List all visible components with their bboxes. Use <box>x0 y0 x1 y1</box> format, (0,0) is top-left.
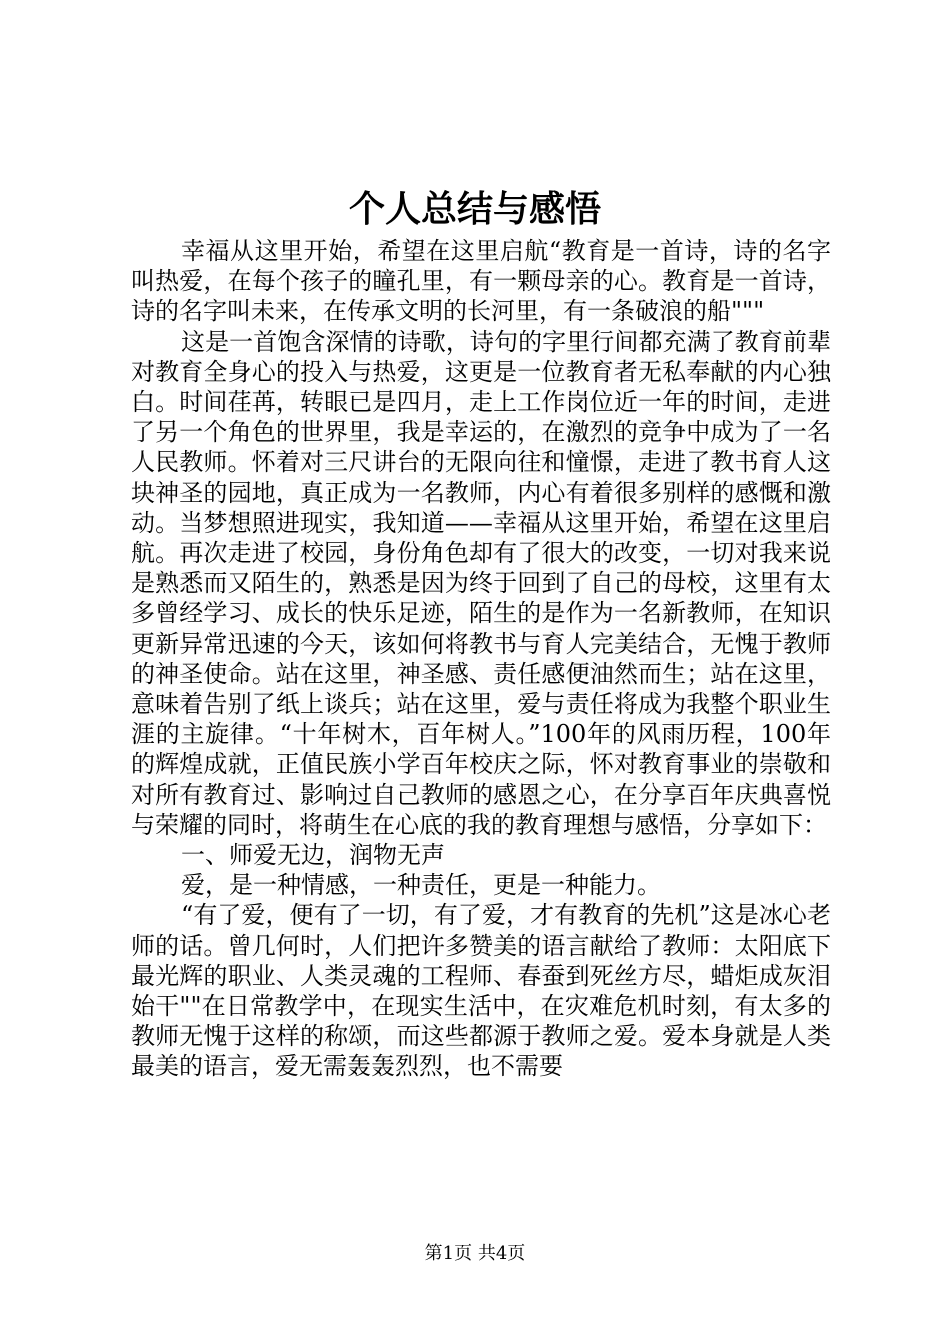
page-number-footer: 第1页 共4页 <box>424 1243 526 1264</box>
paragraph-reflection: 这是一首饱含深情的诗歌，诗句的字里行间都充满了教育前辈对教育全身心的投入与热爱，这更是一位教育者无私奉献的内心独白。时间荏苒，转眼已是四月，走上工作岗位近一年的时间，走进了另一个角色的世界里，我是幸运的，在激烈的竞争中成为了一名人民教师。怀着对三尺讲台的无限向往和憧憬，走进了教书育人这块神圣的园地，真正成为一名教师，内心有着很多别样的感慨和激动。当梦想照进现实，我知道——幸福从这里开始，希望在这里启航。再次走进了校园，身份角色却有了很大的改变，一切对我来说是熟悉而又陌生的，熟悉是因为终于回到了自己的母校，这里有太多曾经学习、成长的快乐足迹，陌生的是作为一名新教师，在知识更新异常迅速的今天，该如何将教书与育人完美结合，无愧于教师的神圣使命。站在这里，神圣感、责任感便油然而生；站在这里，意味着告别了纸上谈兵；站在这里，爱与责任将成为我整个职业生涯的主旋律。“十年树木，百年树人。”100年的风雨历程，100年的辉煌成就，正值民族小学百年校庆之际，怀对教育事业的崇敬和对所有教育过、影响过自己教师的感恩之心，在分享百年庆典喜悦与荣耀的同时，将萌生在心底的我的教育理想与感悟，分享如下： <box>131 327 831 839</box>
page-title: 个人总结与感悟 <box>348 188 601 230</box>
paragraph-bingxin-quote: “有了爱，便有了一切，有了爱，才有教育的先机”这是冰心老师的话。曾几何时，人们把许多赞美的语言献给了教师：太阳底下最光辉的职业、人类灵魂的工程师、春蚕到死丝方尽，蜡炬成灰泪始干""在日常教学中，在现实生活中，在灾难危机时刻，有太多的教师无愧于这样的称颂，而这些都源于教师之爱。爱本身就是人类最美的语言，爱无需轰轰烈烈，也不需要 <box>131 901 831 1081</box>
document-body <box>131 236 831 1082</box>
section-heading-teacher-love: 一、师爱无边，润物无声 <box>181 841 445 870</box>
paragraph-love-definition: 爱，是一种情感，一种责任，更是一种能力。 <box>181 871 661 900</box>
paragraph-intro-poem: 幸福从这里开始，希望在这里启航“教育是一首诗，诗的名字叫热爱，在每个孩子的瞳孔里，有一颗母亲的心。教育是一首诗，诗的名字叫未来，在传承文明的长河里，有一条破浪的船""" <box>131 237 831 326</box>
